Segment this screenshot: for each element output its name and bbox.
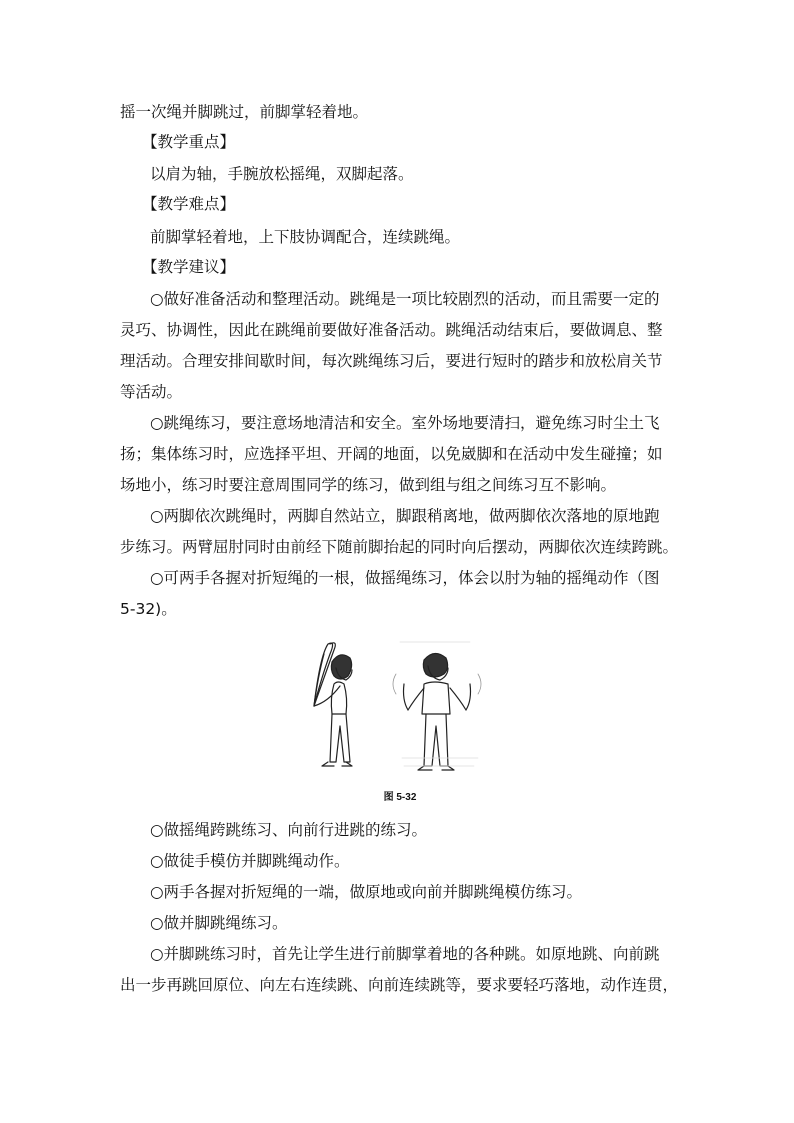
paragraph-line: 步练习。两臂屈肘同时由前经下随前脚抬起的同时向后摆动，两脚依次连续跨跳。 [120,538,679,556]
paragraph-line: 前脚掌轻着地，上下肢协调配合，连续跳绳。 [150,228,461,246]
two-children-rope-swinging-illustration [300,634,500,786]
paragraph-line: 场地小，练习时要注意周围同学的练习，做到组与组之间练习互不影响。 [120,476,617,494]
section-heading-key-points: 【教学重点】 [142,133,236,151]
paragraph-line: ○做徒手模仿并脚跳绳动作。 [150,852,350,870]
paragraph-line: ○并脚跳练习时，首先让学生进行前脚掌着地的各种跳。如原地跳、向前跳 [150,945,660,963]
paragraph-line: ○两手各握对折短绳的一端，做原地或向前并脚跳绳模仿练习。 [150,883,583,901]
paragraph-line: 以肩为轴，手腕放松摇绳，双脚起落。 [150,165,414,183]
paragraph-line: 等活动。 [120,383,183,401]
paragraph-line: ○可两手各握对折短绳的一根，做摇绳练习，体会以肘为轴的摇绳动作（图 [150,569,660,587]
paragraph-line: ○做好准备活动和整理活动。跳绳是一项比较剧烈的活动，而且需要一定的 [150,290,660,308]
paragraph-line: 灵巧、协调性，因此在跳绳前要做好准备活动。跳绳活动结束后，要做调息、整 [120,321,663,339]
section-heading-suggestions: 【教学建议】 [142,258,236,276]
figure-caption: 图 5-32 [383,792,417,803]
section-heading-difficulties: 【教学难点】 [142,195,236,213]
paragraph-line: ○做并脚跳绳练习。 [150,914,288,932]
paragraph-line: 理活动。合理安排间歇时间，每次跳绳练习后，要进行短时的踏步和放松肩关节 [120,352,663,370]
paragraph-line: ○跳绳练习，要注意场地清洁和安全。室外场地要清扫，避免练习时尘土飞 [150,414,660,432]
paragraph-line: 出一步再跳回原位、向左右连续跳、向前连续跳等，要求要轻巧落地，动作连贯， [120,976,679,994]
paragraph-line: ○做摇绳跨跳练习、向前行进跳的练习。 [150,821,428,839]
paragraph-line: 摇一次绳并脚跳过，前脚掌轻着地。 [120,103,369,121]
paragraph-line: ○两脚依次跳绳时，两脚自然站立，脚跟稍离地，做两脚依次落地的原地跑 [150,507,660,525]
paragraph-line: 5-32)。 [120,600,177,618]
figure-5-32 [300,634,500,806]
paragraph-line: 扬；集体练习时，应选择平坦、开阔的地面，以免崴脚和在活动中发生碰撞；如 [120,445,663,463]
